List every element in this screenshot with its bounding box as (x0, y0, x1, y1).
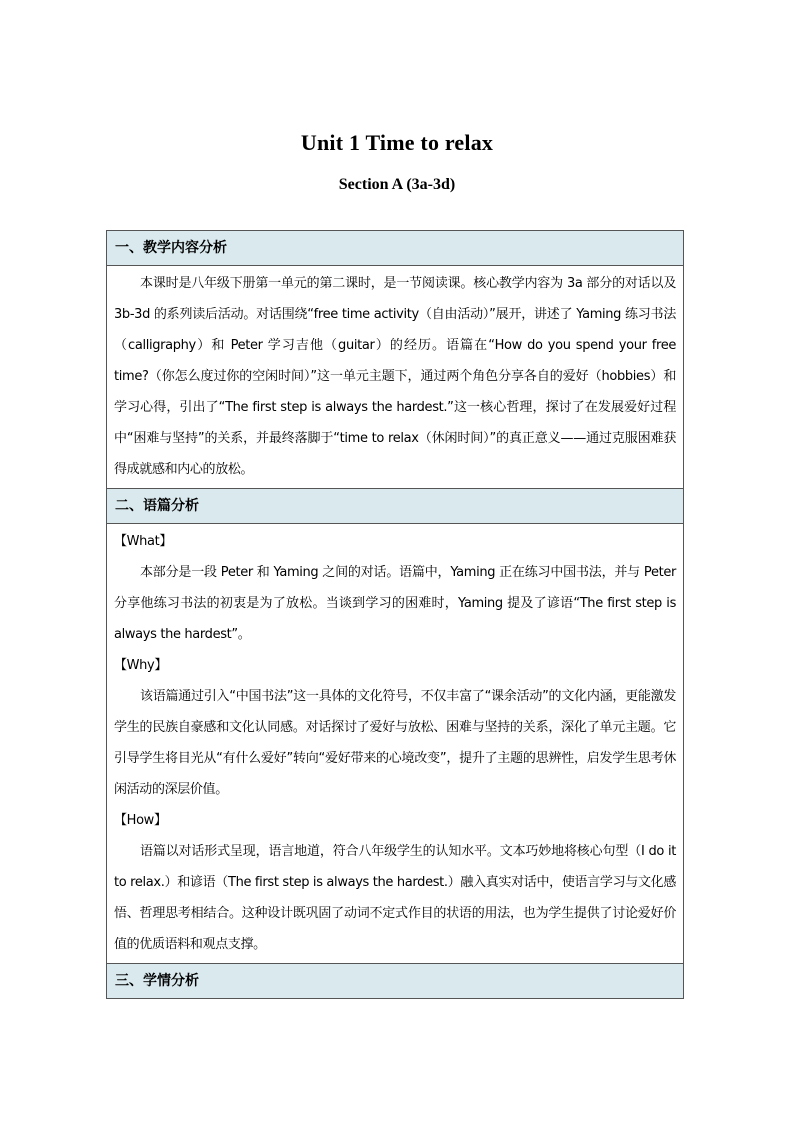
section-heading-learner-analysis: 三、学情分析 (107, 964, 683, 998)
how-tag: 【How】 (114, 813, 167, 828)
document-title: Unit 1 Time to relax (300, 130, 494, 155)
paragraph: 本课时是八年级下册第一单元的第二课时，是一节阅读课。核心教学内容为 3a 部分的对话以及 3b-3d 的系列读后活动。对话围绕“free time activity（自由活动）”展开，讲述了 Yaming 练习书法（calligraphy）和 Peter 学习吉他（guitar）的经历。语篇在“How do you spend your free time?（你怎么度过你的空闲时间）”这一单元主题下，通过两个角色分享各自的爱好（hobbies）和学习心得，引出了“The first step is always the hardest.”这一核心哲理，探讨了在发展爱好过程中“困难与坚持”的关系，并最终落脚于“time to relax（休闲时间）”的真正意义——通过克服困难获得成就感和内心的放松。 (114, 276, 676, 477)
section-body-content-analysis (107, 266, 683, 489)
what-tag: 【What】 (114, 534, 173, 549)
section-heading-content-analysis: 一、教学内容分析 (107, 231, 683, 266)
lesson-plan-table (106, 230, 684, 999)
section-body-text-analysis (107, 524, 683, 964)
section-heading-text-analysis: 二、语篇分析 (107, 489, 683, 524)
how-paragraph: 语篇以对话形式呈现，语言地道，符合八年级学生的认知水平。文本巧妙地将核心句型（I do it to relax.）和谚语（The first step is always the hardest.）融入真实对话中，使语言学习与文化感悟、哲理思考相结合。这种设计既巩固了动词不定式作目的状语的用法，也为学生提供了讨论爱好价值的优质语料和观点支撑。 (114, 844, 676, 952)
document-subtitle: Section A (3a-3d) (338, 176, 456, 193)
what-paragraph: 本部分是一段 Peter 和 Yaming 之间的对话。语篇中，Yaming 正在练习中国书法，并与 Peter 分享他练习书法的初衷是为了放松。当谈到学习的困难时，Yaming 提及了谚语“The first step is always the hardest”。 (114, 565, 676, 642)
why-paragraph: 该语篇通过引入“中国书法”这一具体的文化符号，不仅丰富了“课余活动”的文化内涵，更能激发学生的民族自豪感和文化认同感。对话探讨了爱好与放松、困难与坚持的关系，深化了单元主题。它引导学生将目光从“有什么爱好”转向“爱好带来的心境改变”，提升了主题的思辨性，启发学生思考休闲活动的深层价值。 (114, 689, 676, 797)
why-tag: 【Why】 (114, 658, 168, 673)
